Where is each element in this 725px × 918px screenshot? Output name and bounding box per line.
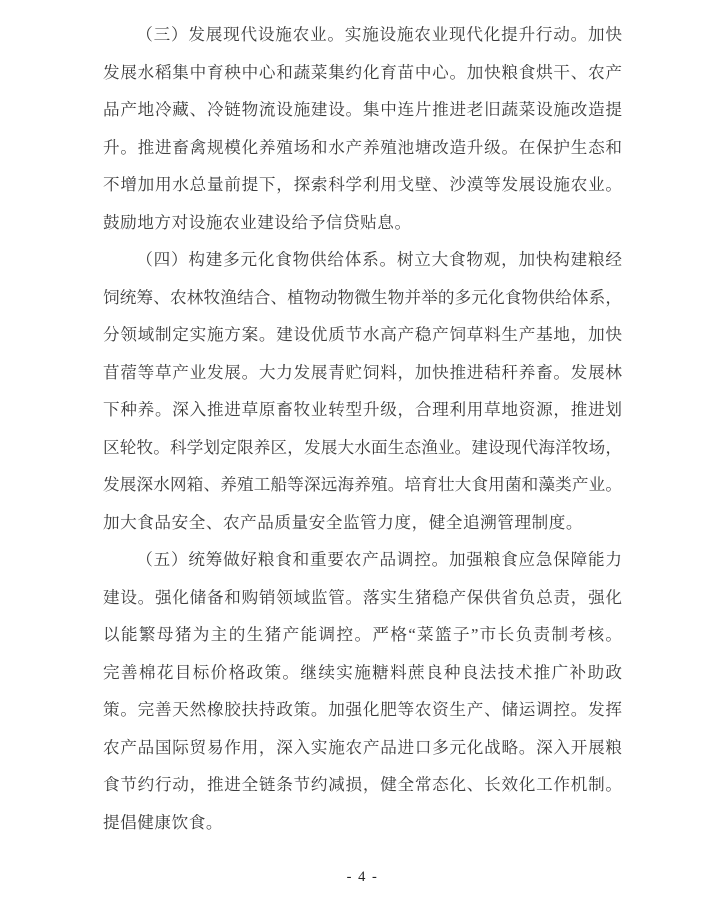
text-line: 建设。强化储备和购销领域监管。落实生猪稳产保供省负总责，强化 [103,587,622,607]
text-line: 区轮牧。科学划定限养区，发展大水面生态渔业。建设现代海洋牧场， [103,437,622,457]
text-line: 农产品国际贸易作用，深入实施农产品进口多元化战略。深入开展粮 [103,737,622,757]
text-line: 品产地冷藏、冷链物流设施建设。集中连片推进老旧蔬菜设施改造提 [103,100,622,119]
text-line: 下种养。深入推进草原畜牧业转型升级，合理利用草地资源，推进划 [103,400,622,419]
text-line: 加大食品安全、农产品质量安全监管力度，健全追溯管理制度。 [103,512,584,532]
text-line: 鼓励地方对设施农业建设给予信贷贴息。 [103,212,412,232]
text-line: 完善棉花目标价格政策。继续实施糖料蔗良种良法技术推广补助政 [103,662,622,682]
document-body [103,16,622,841]
item-4-diversified-food-supply-system [103,241,622,541]
text-line: 分领域制定实施方案。建设优质节水高产稳产饲草料生产基地，加快 [103,325,622,344]
text-line: 发展水稻集中育秧中心和蔬菜集约化育苗中心。加快粮食烘干、农产 [103,62,622,82]
text-line: （三）发展现代设施农业。实施设施农业现代化提升行动。加快 [136,25,622,44]
page-number: - 4 - [346,869,379,885]
item-5-grain-and-agri-product-regulation [103,541,622,841]
text-line: 发展深水网箱、养殖工船等深远海养殖。培育壮大食用菌和藻类产业。 [103,475,622,494]
text-line: 食节约行动，推进全链条节约减损，健全常态化、长效化工作机制。 [103,775,622,794]
text-line: 策。完善天然橡胶扶持政策。加强化肥等农资生产、储运调控。发挥 [103,700,622,719]
text-line: 提倡健康饮食。 [103,812,224,832]
text-line: （四）构建多元化食物供给体系。树立大食物观，加快构建粮经 [136,250,622,269]
text-line: 苜蓿等草产业发展。大力发展青贮饲料，加快推进秸秆养畜。发展林 [103,362,622,382]
text-line: （五）统筹做好粮食和重要农产品调控。加强粮食应急保障能力 [136,550,622,569]
text-line: 升。推进畜禽规模化养殖场和水产养殖池塘改造升级。在保护生态和 [103,137,622,157]
text-line: 饲统筹、农林牧渔结合、植物动物微生物并举的多元化食物供给体系， [103,287,622,307]
text-line: 以能繁母猪为主的生猪产能调控。严格“菜篮子”市长负责制考核。 [103,625,622,644]
item-3-modern-facility-agriculture [103,16,622,241]
text-line: 不增加用水总量前提下，探索科学利用戈壁、沙漠等发展设施农业。 [103,175,622,194]
